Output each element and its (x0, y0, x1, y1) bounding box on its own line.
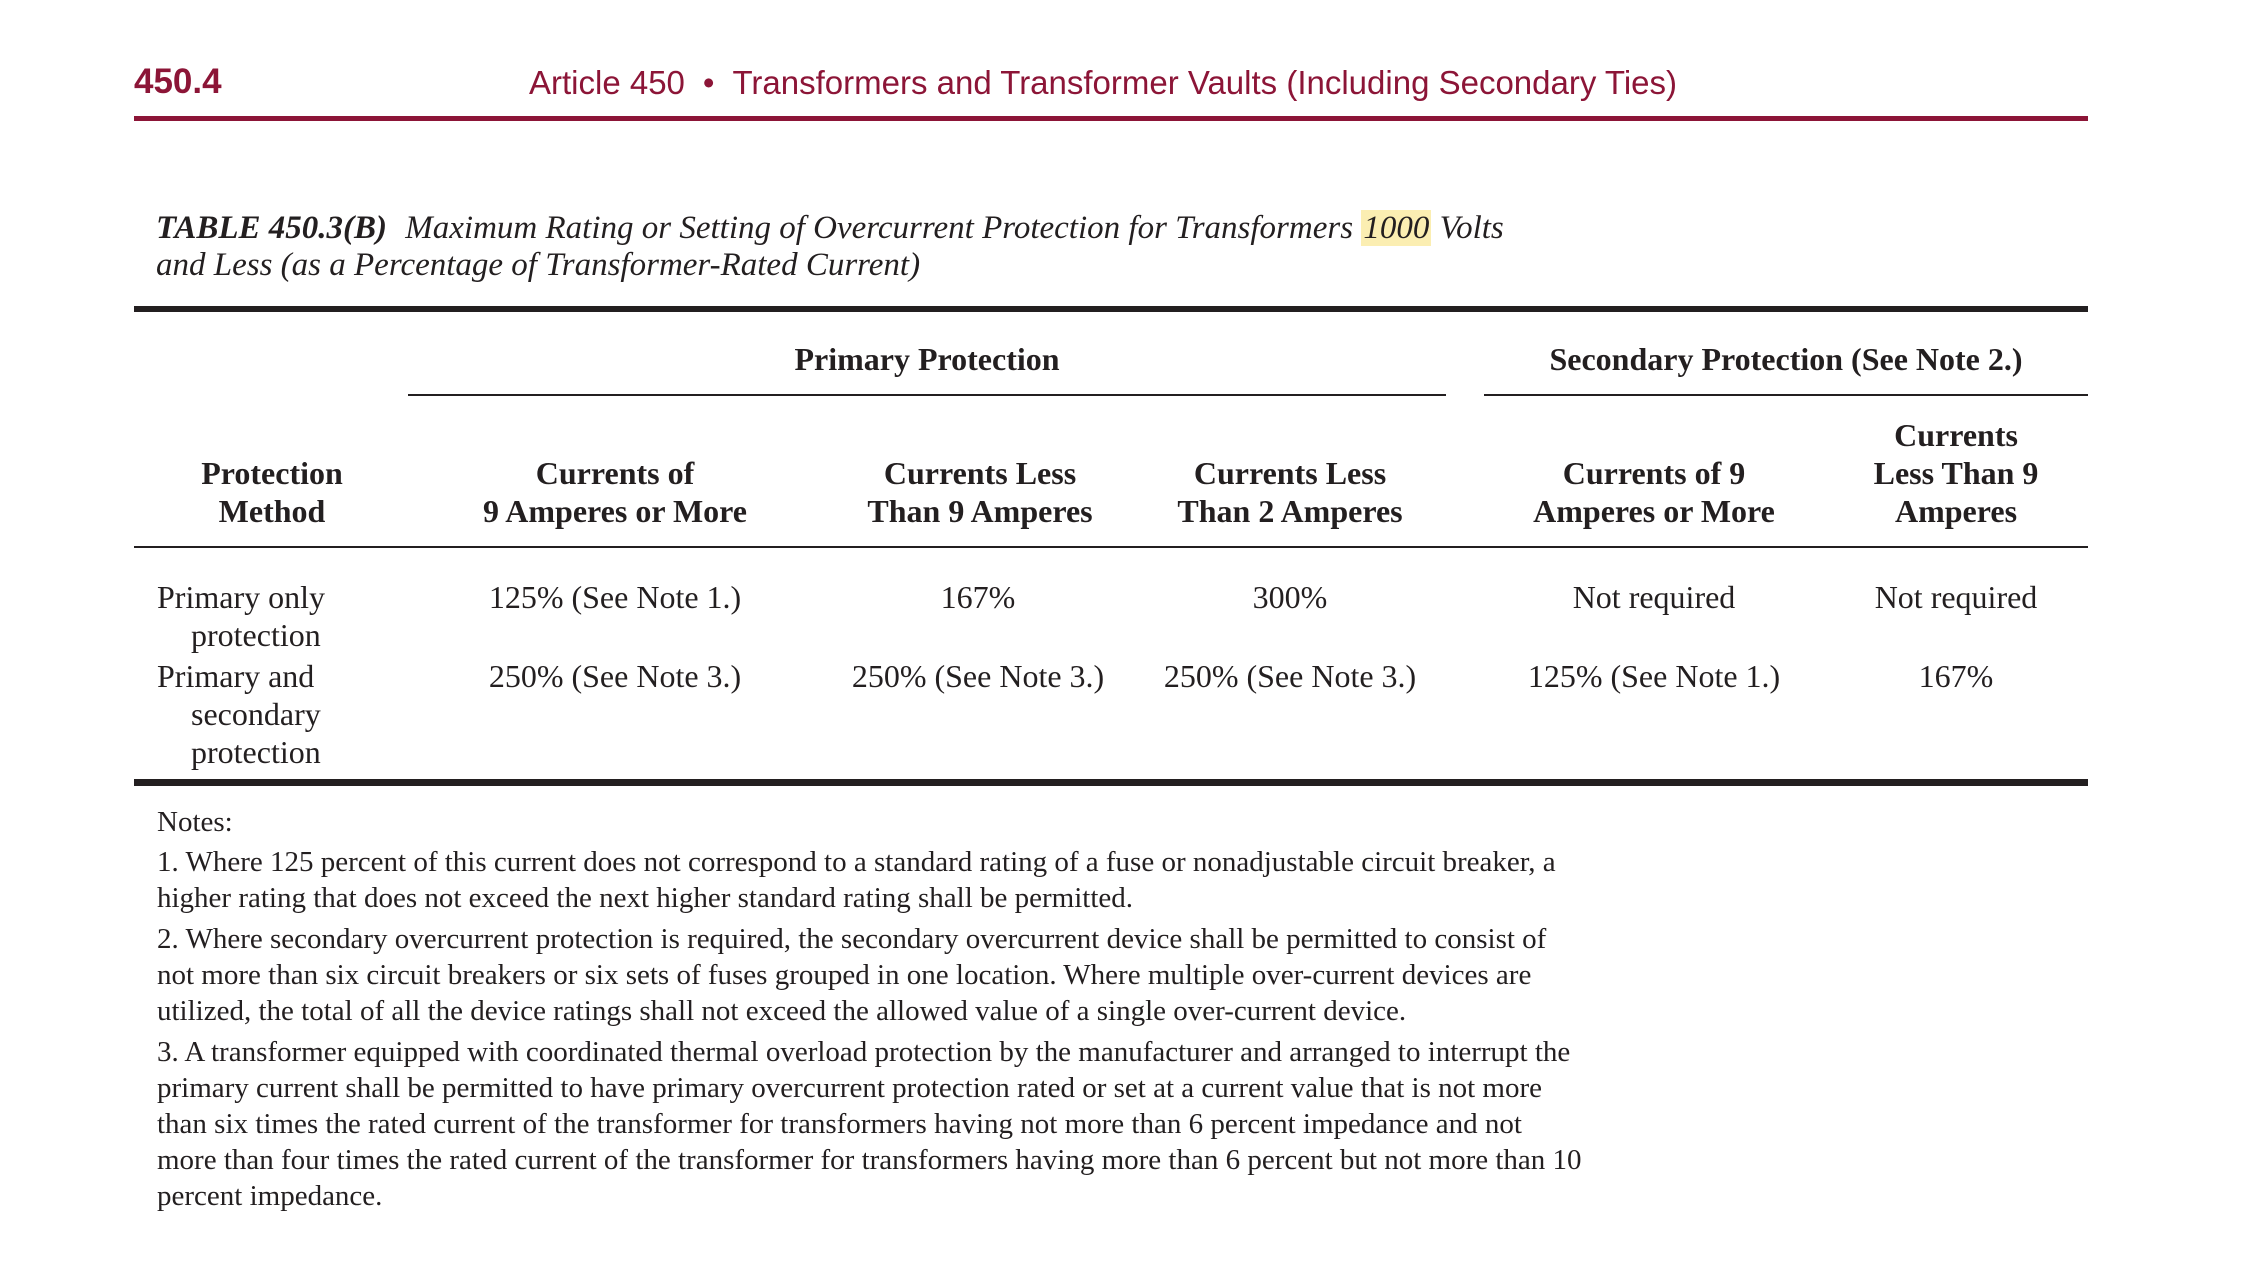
caption-highlight: 1000 (1363, 210, 1430, 246)
page-number: 450.4 (134, 62, 222, 101)
group-rule-secondary (1484, 394, 2088, 396)
col-head-line: Currents Less (883, 455, 1077, 491)
col-head-line: Than 2 Amperes (1177, 493, 1403, 529)
row-method-line: secondary (191, 696, 321, 732)
row-2-primary-less-9: 250% (See Note 3.) (851, 658, 1105, 694)
row-2-method (157, 657, 321, 771)
row-2-primary-9-or-more: 250% (See Note 3.) (488, 658, 742, 694)
article-number: Article 450 (529, 64, 685, 101)
col-head-line: Method (218, 493, 326, 529)
row-method-line: protection (191, 734, 321, 770)
col-head-line: 9 Amperes or More (483, 493, 747, 529)
table-caption (156, 210, 1776, 284)
table-top-rule (134, 306, 2088, 312)
notes-title: Notes: (157, 806, 233, 838)
caption-text-after: Volts (1439, 210, 1504, 246)
note-3: 3. A transformer equipped with coordinated thermal overload protection by the manufacturer and arranged to interrupt the primary current shall be permitted to have primary overcurrent protection rated or set at a current value that is not more than six times the rated current of the transformer for transformers having not more than 6 percent impedance and not more than four times the rated current of the transformer for transformers having more than 6 percent but not more than 10 percent impedance. (157, 1036, 1582, 1212)
table-notes (157, 804, 1587, 1219)
table-bottom-rule (134, 779, 2088, 786)
col-head-line: Currents of 9 (1562, 455, 1746, 491)
col-head-primary-less-9 (867, 454, 1092, 530)
col-head-line: Currents Less (1193, 455, 1387, 491)
table-header-rule (134, 546, 2088, 548)
group-rule-primary (408, 394, 1446, 396)
row-1-secondary-less-9: Not required (1874, 579, 2038, 615)
bullet-separator: • (702, 64, 715, 101)
col-head-primary-9-or-more (483, 454, 747, 530)
row-2-primary-less-2: 250% (See Note 3.) (1163, 658, 1417, 694)
caption-text-before: Maximum Rating or Setting of Overcurrent Protection for Transformers (405, 210, 1354, 246)
col-head-line: Than 9 Amperes (867, 493, 1093, 529)
col-head-line: Currents (1894, 417, 2018, 453)
row-1-secondary-9-or-more: Not required (1572, 579, 1736, 615)
row-2-secondary-9-or-more: 125% (See Note 1.) (1527, 658, 1781, 694)
col-head-secondary-9-or-more (1533, 454, 1775, 530)
note-1: 1. Where 125 percent of this current does not correspond to a standard rating of a fuse or nonadjustable circuit breaker, a higher rating that does not exceed the next higher standard rating shall be permitted. (157, 846, 1556, 914)
col-head-line: Amperes (1894, 493, 2018, 529)
article-title: Transformers and Transformer Vaults (Including Secondary Ties) (732, 64, 1678, 101)
row-2-secondary-less-9: 167% (1918, 658, 1994, 694)
col-head-line: Protection (201, 455, 343, 491)
row-method-line: Primary and (157, 658, 315, 694)
caption-line-2: and Less (as a Percentage of Transformer-Rated Current) (156, 247, 921, 283)
table-label: TABLE 450.3(B) (156, 210, 388, 246)
row-1-primary-9-or-more: 125% (See Note 1.) (488, 579, 742, 615)
row-method-line: protection (191, 617, 321, 653)
col-head-line: Currents of (535, 455, 695, 491)
col-head-line: Less Than 9 (1873, 455, 2039, 491)
row-1-primary-less-2: 300% (1252, 579, 1328, 615)
row-1-primary-less-9: 167% (940, 579, 1016, 615)
group-head-primary: Primary Protection (794, 341, 1060, 377)
running-header (134, 58, 2088, 121)
note-2: 2. Where secondary overcurrent protection is required, the secondary overcurrent device shall be permitted to consist of not more than six circuit breakers or six sets of fuses grouped in one location. Where multiple over-current devices are utilized, the total of all the device ratings shall not exceed the allowed value of a single over-current device. (157, 923, 1547, 1027)
row-1-method (157, 578, 325, 654)
col-head-method (201, 454, 343, 530)
group-head-secondary: Secondary Protection (See Note 2.) (1549, 341, 2023, 377)
article-title-line (529, 64, 1677, 102)
col-head-line: Amperes or More (1533, 493, 1775, 529)
col-head-primary-less-2 (1177, 454, 1402, 530)
row-method-line: Primary only (157, 579, 325, 615)
col-head-secondary-less-9 (1874, 416, 2039, 530)
